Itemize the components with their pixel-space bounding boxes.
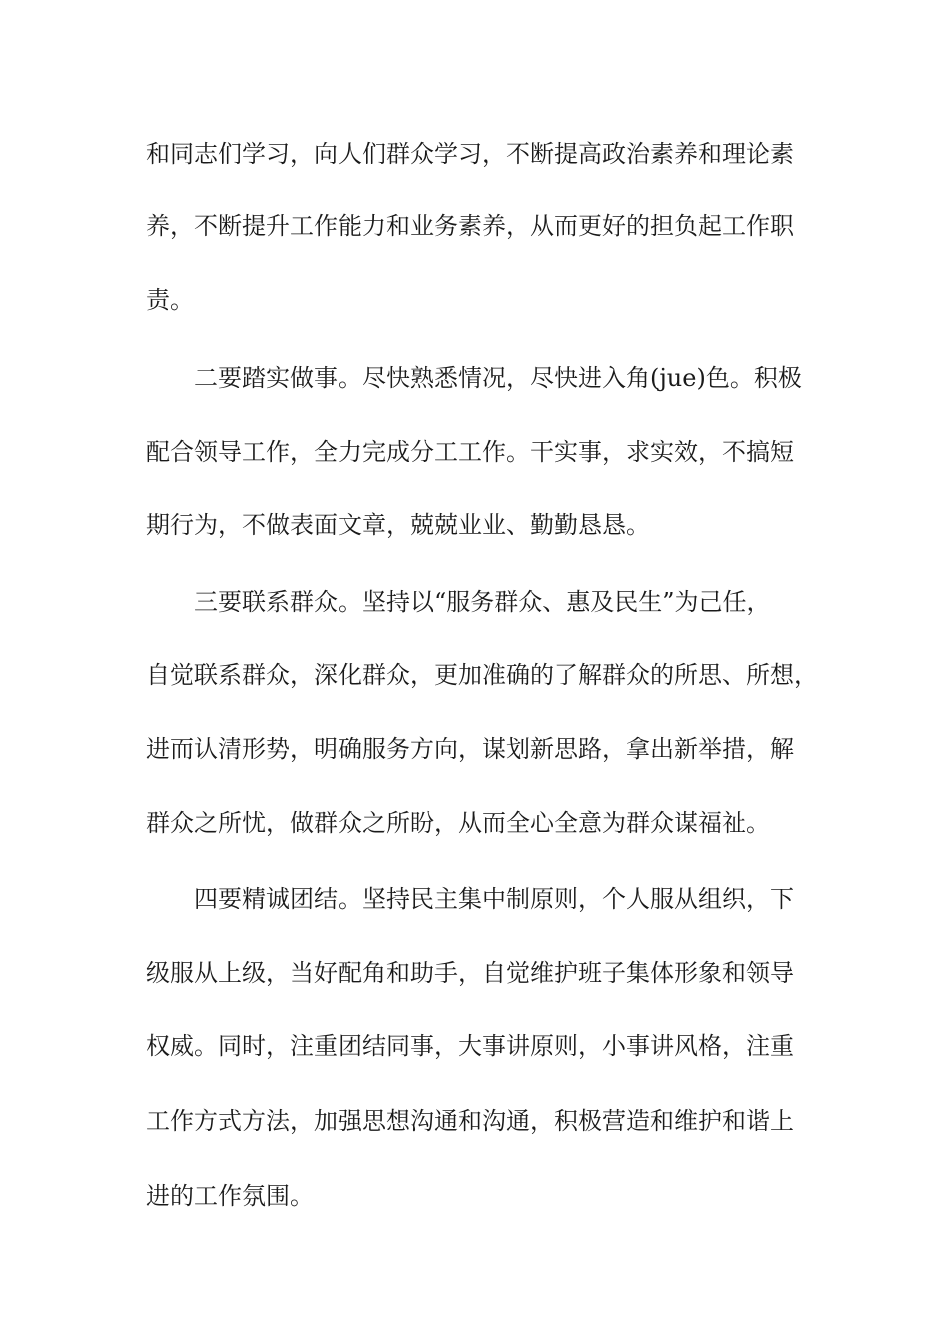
text-line: 工作方式方法，加强思想沟通和沟通，积极营造和维护和谐上: [146, 1107, 794, 1135]
text-line: 进的工作氛围。: [146, 1182, 314, 1210]
text-line: 权威。同时，注重团结同事，大事讲原则，小事讲风格，注重: [146, 1032, 794, 1060]
text-line: 责。: [146, 286, 194, 314]
paragraph-four-first-line: 四要精诚团结。坚持民主集中制原则，个人服从组织，下: [194, 885, 794, 913]
text-line: 养，不断提升工作能力和业务素养，从而更好的担负起工作职: [146, 212, 794, 240]
text-line: 自觉联系群众，深化群众，更加准确的了解群众的所思、所想，: [146, 661, 818, 689]
text-line: 期行为，不做表面文章，兢兢业业、勤勤恳恳。: [146, 511, 650, 539]
text-line: 级服从上级，当好配角和助手，自觉维护班子集体形象和领导: [146, 959, 794, 987]
text-line: 配合领导工作，全力完成分工工作。干实事，求实效，不搞短: [146, 438, 794, 466]
text-line: 和同志们学习，向人们群众学习，不断提高政治素养和理论素: [146, 140, 794, 168]
paragraph-two-first-line: 二要踏实做事。尽快熟悉情况，尽快进入角(jue)色。积极: [194, 364, 802, 392]
text-line: 进而认清形势，明确服务方向，谋划新思路，拿出新举措，解: [146, 735, 794, 763]
text-line: 群众之所忧，做群众之所盼，从而全心全意为群众谋福祉。: [146, 809, 770, 837]
paragraph-three-first-line: 三要联系群众。坚持以“服务群众、惠及民生”为己任，: [194, 588, 771, 616]
